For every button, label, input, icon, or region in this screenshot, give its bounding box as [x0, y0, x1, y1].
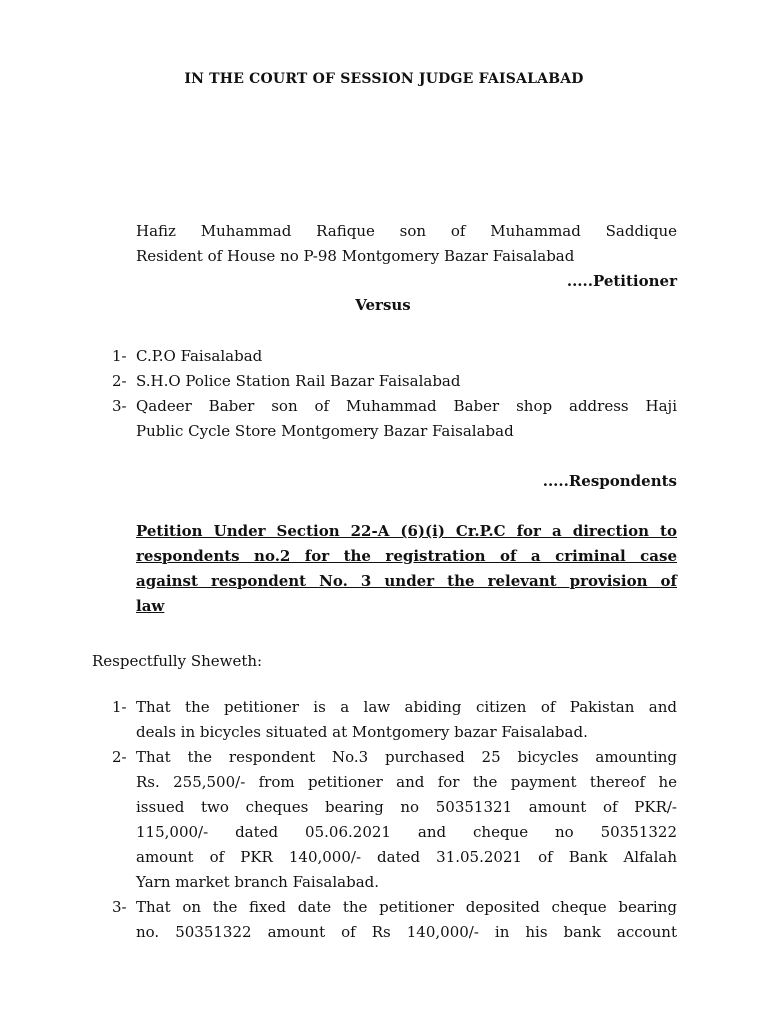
- paragraph-line: That the petitioner is a law abiding citizen of Pakistan and: [136, 698, 677, 716]
- respondent-line: Qadeer Baber son of Muhammad Baber shop address Haji: [136, 397, 677, 415]
- petitioner-line-2: Resident of House no P-98 Montgomery Bazar Faisalabad: [136, 247, 575, 265]
- respondent-line: C.P.O Faisalabad: [136, 347, 263, 365]
- petitioner-line-1: Hafiz Muhammad Rafique son of Muhammad Saddique: [136, 222, 677, 240]
- petition-title-line: Petition Under Section 22-A (6)(i) Cr.P.C for a direction to: [136, 522, 677, 540]
- paragraph-number: 2-: [112, 748, 127, 766]
- petition-title-line: law: [136, 597, 165, 615]
- paragraph-line: amount of PKR 140,000/- dated 31.05.2021 of Bank Alfalah: [136, 848, 677, 866]
- salutation: Respectfully Sheweth:: [92, 652, 263, 670]
- paragraph-line: 115,000/- dated 05.06.2021 and cheque no 50351322: [136, 823, 677, 841]
- list-item: [112, 369, 677, 394]
- respondents-label: .....Respondents: [542, 472, 677, 490]
- paragraph-line: issued two cheques bearing no 50351321 amount of PKR/-: [136, 798, 677, 816]
- paragraph-line: deals in bicycles situated at Montgomery bazar Faisalabad.: [136, 723, 588, 741]
- petition-title-line: respondents no.2 for the registration of a criminal case: [136, 547, 677, 565]
- paragraph-list: [112, 695, 677, 945]
- list-item-number: 3-: [112, 397, 127, 415]
- respondents-list: [112, 344, 677, 444]
- court-heading: IN THE COURT OF SESSION JUDGE FAISALABAD: [184, 71, 584, 87]
- paragraph: [112, 695, 677, 745]
- list-item: [112, 394, 677, 444]
- list-item: [112, 344, 677, 369]
- petition-title-line: against respondent No. 3 under the relevant provision of: [136, 572, 677, 590]
- petitioner-label: .....Petitioner: [566, 272, 677, 290]
- paragraph-line: Yarn market branch Faisalabad.: [136, 873, 380, 891]
- list-item-number: 2-: [112, 372, 127, 390]
- respondent-line: S.H.O Police Station Rail Bazar Faisalabad: [136, 372, 461, 390]
- paragraph-line: That the respondent No.3 purchased 25 bicycles amounting: [136, 748, 677, 766]
- paragraph-number: 3-: [112, 898, 127, 916]
- paragraph: [112, 895, 677, 945]
- paragraph-line: Rs. 255,500/- from petitioner and for the payment thereof he: [136, 773, 677, 791]
- paragraph: [112, 745, 677, 895]
- list-item-number: 1-: [112, 347, 127, 365]
- versus-label: Versus: [355, 296, 411, 314]
- respondent-line: Public Cycle Store Montgomery Bazar Faisalabad: [136, 422, 514, 440]
- petitioner-details: [136, 219, 677, 294]
- paragraph-line: no. 50351322 amount of Rs 140,000/- in his bank account: [136, 923, 677, 941]
- paragraph-line: That on the fixed date the petitioner deposited cheque bearing: [136, 898, 677, 916]
- petition-title: [136, 519, 677, 619]
- paragraph-number: 1-: [112, 698, 127, 716]
